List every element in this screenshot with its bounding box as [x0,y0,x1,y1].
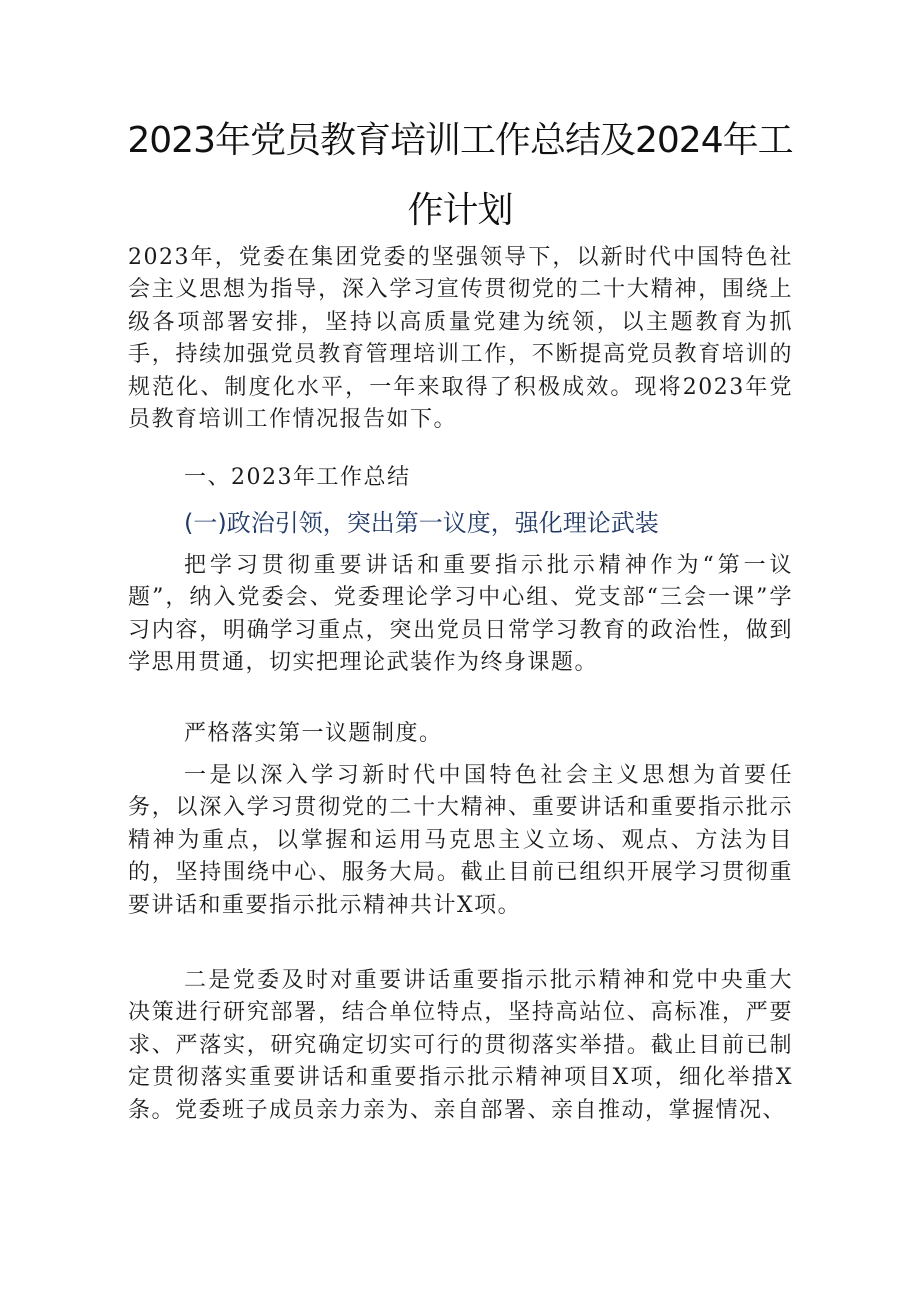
body-paragraph-2: 严格落实第一议题制度。 [184,721,443,746]
intro-paragraph: 2023年，党委在集团党委的坚强领导下，以新时代中国特色社会主义思想为指导，深入学习宣传贯彻党的二十大精神，围绕上级各项部署安排，坚持以高质量党建为统领，以主题教育为抓手，持续加强党员教育管理培训工作，不断提高党员教育培训的规范化、制度化水平，一年来取得了积极成效。现将2023年党员教育培训工作情况报告如下。 [128,245,793,433]
body-paragraph-4: 二是党委及时对重要讲话重要指示批示精神和党中央重大决策进行研究部署，结合单位特点，坚持高站位、高标准，严要求、严落实，研究确定切实可行的贯彻落实举措。截止目前已制定贯彻落实重要讲话和重要指示批示精神项目X项，细化举措X条。党委班子成员亲力亲为、亲自部署、亲自推动，掌握情况、 [128,968,793,1123]
body-paragraph-1: 把学习贯彻重要讲话和重要指示批示精神作为“第一议题”，纳入党委会、党委理论学习中心组、党支部“三会一课”学习内容，明确学习重点，突出党员日常学习教育的政治性，做到学思用贯通，切实把理论武装作为终身课题。 [128,553,793,676]
document-title-line-2: 作计划 [407,190,513,231]
subsection-1-heading: (一)政治引领，突出第一议度，强化理论武装 [184,509,659,537]
document-title-line-1: 2023年党员教育培训工作总结及2024年工 [127,120,793,161]
body-paragraph-3: 一是以深入学习新时代中国特色社会主义思想为首要任务，以深入学习贯彻党的二十大精神、重要讲话和重要指示批示精神为重点，以掌握和运用马克思主义立场、观点、方法为目的，坚持围绕中心、服务大局。截止目前已组织开展学习贯彻重要讲话和重要指示批示精神共计X项。 [128,763,793,918]
section-1-heading: 一、2023年工作总结 [184,465,411,490]
